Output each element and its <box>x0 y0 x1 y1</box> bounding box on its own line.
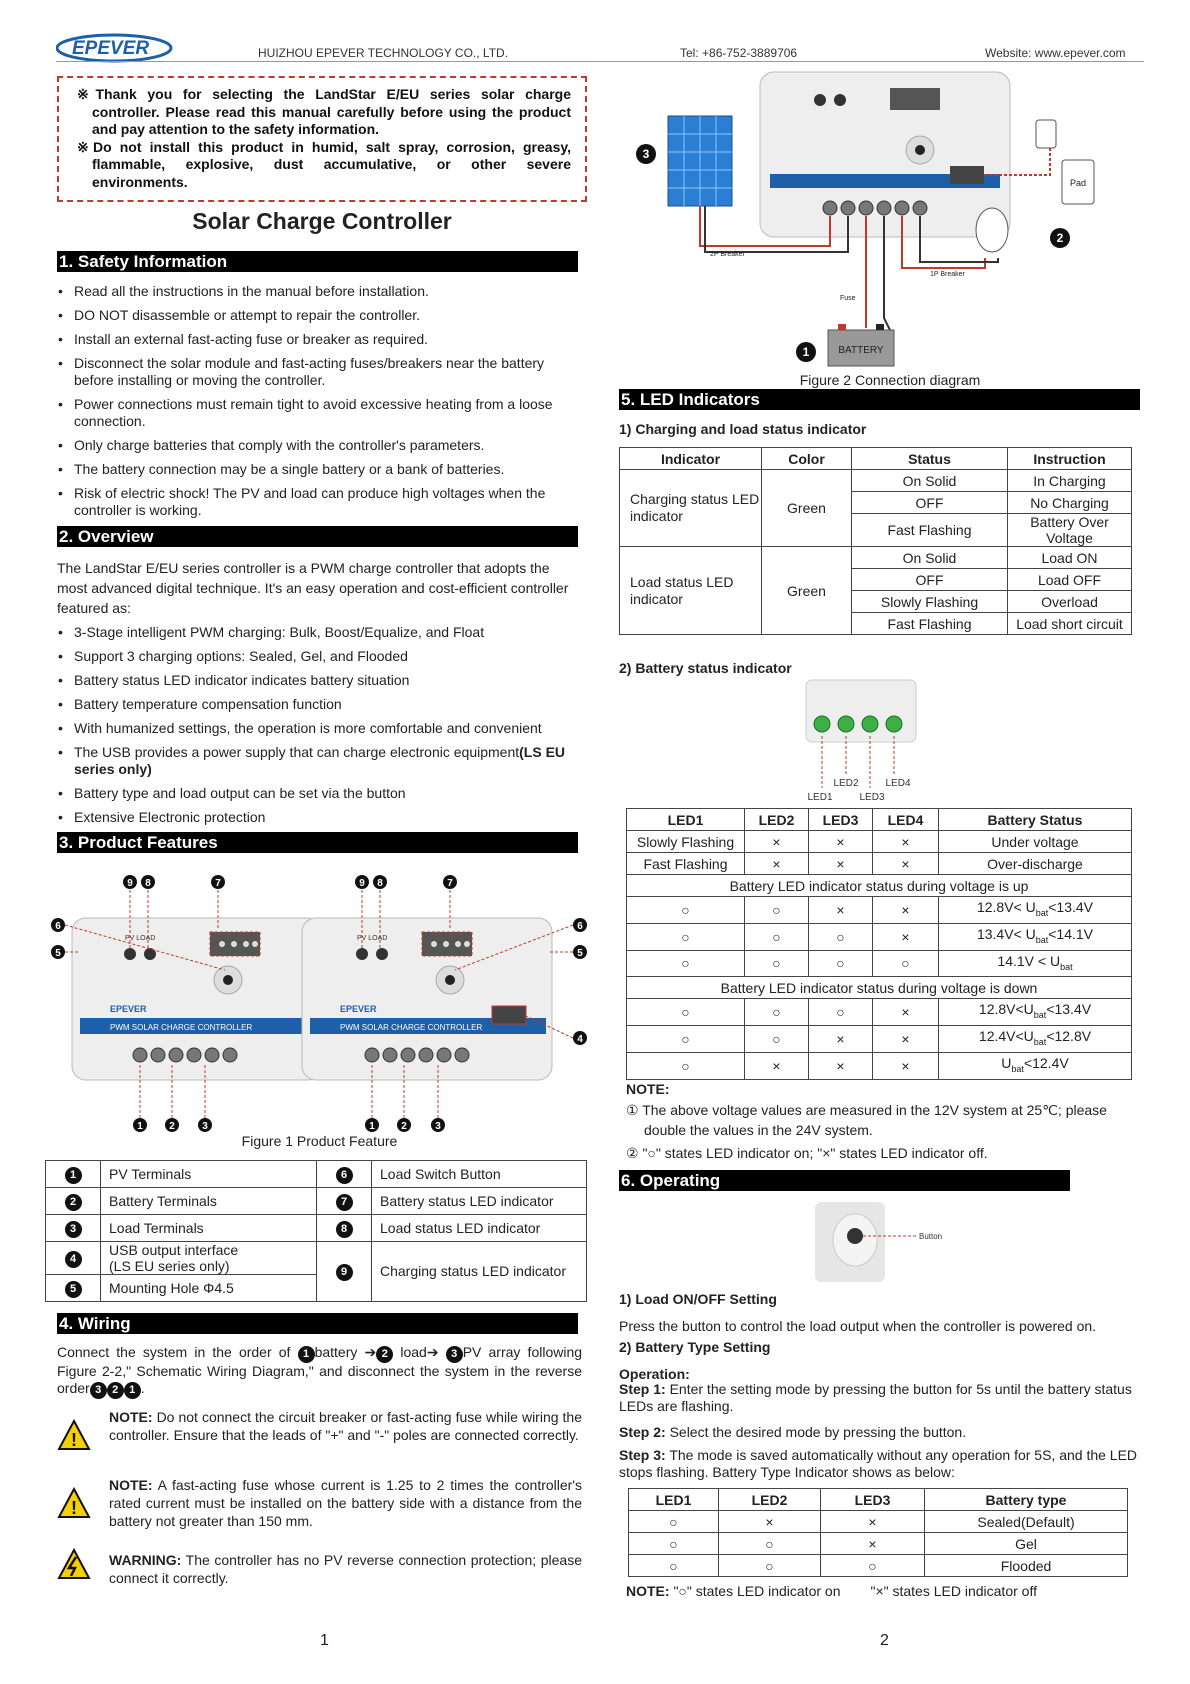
document-title: Solar Charge Controller <box>192 208 452 234</box>
led-subheading-1: 1) Charging and load status indicator <box>619 421 867 437</box>
overview-list <box>57 624 582 833</box>
table-row: Charging status LED indicator Green On Solid In Charging <box>620 470 1132 492</box>
table-row: ○ ○ ○ ○ $14.1V < U_{bat}$ <box>627 950 1132 977</box>
controller-right <box>302 918 552 1080</box>
overview-item: • Battery status LED indicator indicates battery situation <box>57 672 582 689</box>
page-number-2: 2 <box>880 1632 889 1649</box>
svg-text:EPEVER: EPEVER <box>110 1004 147 1014</box>
battery-status-table <box>626 808 1132 1080</box>
overview-item: • Extensive Electronic protection <box>57 809 582 826</box>
table-row: OFF No Charging <box>620 492 1132 514</box>
svg-text:2P Breaker: 2P Breaker <box>710 251 745 258</box>
svg-text:Pad: Pad <box>1069 178 1087 188</box>
battery-type-note: NOTE: "○" states LED indicator on "×" states LED indicator off <box>626 1583 1037 1599</box>
svg-text:1: 1 <box>802 345 810 359</box>
svg-text:LED3: LED3 <box>859 792 885 803</box>
product-feature-figure <box>50 870 590 1140</box>
svg-text:3: 3 <box>642 147 650 161</box>
safety-item: • Read all the instructions in the manual before installation. <box>57 283 582 300</box>
warning-icon <box>57 1419 91 1451</box>
svg-text:2: 2 <box>169 1121 175 1132</box>
table-row: Indicator Color Status Instruction <box>620 448 1132 470</box>
table-row: ○ ○ × Gel <box>629 1533 1128 1555</box>
operation-label: Operation: <box>619 1366 690 1382</box>
step-3: Step 3: The mode is saved automatically without any operation for 5S, and the LED stops flashing. Battery Type Indicator shows as below: <box>619 1447 1138 1480</box>
section-operating-heading: 6. Operating <box>619 1170 1070 1191</box>
overview-item: • 3-Stage intelligent PWM charging: Bulk, Boost/Equalize, and Float <box>57 624 582 641</box>
safety-item: • Only charge batteries that comply with the controller's parameters. <box>57 437 582 454</box>
table-row: OFF Load OFF <box>620 569 1132 591</box>
safety-list <box>57 283 582 526</box>
overview-intro: The LandStar E/EU series controller is a PWM charge controller that adopts the most advanced digital technique. It's an easy operation and cost-efficient controller featured as: <box>57 560 569 616</box>
section-wiring-heading: 4. Wiring <box>57 1313 578 1334</box>
battery-type-table <box>628 1488 1128 1577</box>
svg-text:8: 8 <box>145 878 151 889</box>
figure-2-caption: Figure 2 Connection diagram <box>799 372 981 388</box>
table-row: ○ × × × $U_{bat}<12.4V$ <box>627 1052 1132 1079</box>
overview-item: • Battery type and load output can be set via the button <box>57 785 582 802</box>
safety-item: • Disconnect the solar module and fast-acting fuses/breakers near the battery before installing or moving the controller. <box>57 355 582 389</box>
electric-shock-icon <box>57 1548 91 1580</box>
overview-item: • With humanized settings, the operation is more comfortable and convenient <box>57 720 582 737</box>
table-row: 2 Battery Terminals 7 Battery status LED indicator <box>46 1188 587 1215</box>
section-led-heading: 5. LED Indicators <box>619 389 1140 410</box>
led-note-1: ① The above voltage values are measured in the 12V system at 25℃; please double the values in the 24V system. <box>626 1102 1107 1138</box>
notice-line-1: ※Thank you for selecting the LandStar E/EU series solar charge controller. Please read this manual carefully before using the product and pay attention to the safety information. <box>77 86 572 137</box>
table-row: ○ × × Sealed(Default) <box>629 1511 1128 1533</box>
led-note-title: NOTE: <box>626 1081 670 1097</box>
svg-text:PWM SOLAR CHARGE CONTROLLER: PWM SOLAR CHARGE CONTROLLER <box>340 1023 483 1032</box>
svg-text:9: 9 <box>127 878 133 889</box>
svg-text:LED2: LED2 <box>833 778 859 789</box>
safety-item: • The battery connection may be a single battery or a bank of batteries. <box>57 461 582 478</box>
svg-text:7: 7 <box>447 878 453 889</box>
wiring-note-1: NOTE: Do not connect the circuit breaker or fast-acting fuse while wiring the controller. Ensure that the leads of "+" and "-" poles are connected correctly. <box>109 1409 582 1443</box>
led-subheading-2: 2) Battery status indicator <box>619 660 792 676</box>
wiring-note-2: NOTE: A fast-acting fuse whose current is 1.25 to 2 times the controller's rated current must be installed on the battery side with a distance from the battery not greater than 150 mm. <box>109 1477 582 1529</box>
svg-text:!: ! <box>71 1498 77 1518</box>
table-row: ○ ○ × × $12.4V<U_{bat}<12.8V$ <box>627 1026 1132 1053</box>
overview-item: • Battery temperature compensation function <box>57 696 582 713</box>
led-note-2: ② "○" states LED indicator on; "×" states LED indicator off. <box>626 1145 988 1161</box>
operating-subheading-1: 1) Load ON/OFF Setting <box>619 1291 777 1307</box>
operating-subheading-2: 2) Battery Type Setting <box>619 1339 771 1355</box>
epever-logo <box>56 30 176 64</box>
header-rule <box>56 61 1144 62</box>
table-row: ○ ○ × × $12.8V< U_{bat}<13.4V$ <box>627 897 1132 924</box>
table-row: Fast Flashing × × × Over-discharge <box>627 853 1132 875</box>
figure-1-caption: Figure 1 Product Feature <box>241 1133 398 1149</box>
button-figure <box>815 1198 965 1288</box>
table-row: 4 USB output interface (LS EU series only) 9 Charging status LED indicator <box>46 1242 587 1275</box>
step-2: Step 2: Select the desired mode by pressing the button. <box>619 1424 967 1440</box>
table-row: Battery LED indicator status during voltage is down <box>627 977 1132 999</box>
safety-item: • Risk of electric shock! The PV and load can produce high voltages when the controller is working. <box>57 485 582 519</box>
svg-text:!: ! <box>71 1430 77 1450</box>
section-features-heading: 3. Product Features <box>57 832 578 853</box>
table-row: Slowly Flashing Overload <box>620 591 1132 613</box>
table-row: 3 Load Terminals 8 Load status LED indicator <box>46 1215 587 1242</box>
table-row: Fast Flashing Load short circuit <box>620 613 1132 635</box>
wiring-warning: WARNING: The controller has no PV reverse connection protection; please connect it correctly. <box>109 1552 582 1586</box>
svg-text:2: 2 <box>401 1121 407 1132</box>
connection-diagram <box>630 68 1130 378</box>
svg-text:4: 4 <box>577 1034 583 1045</box>
table-row: ○ ○ ○ Flooded <box>629 1555 1128 1577</box>
controller-left <box>72 918 322 1080</box>
table-row: Load status LED indicator Green On Solid Load ON <box>620 547 1132 569</box>
svg-text:8: 8 <box>377 878 383 889</box>
battery-led-figure <box>790 676 930 806</box>
table-row: ○ ○ ○ × $13.4V< U_{bat}<14.1V$ <box>627 923 1132 950</box>
table-row: LED1 LED2 LED3 LED4 Battery Status <box>627 809 1132 831</box>
notice-line-2: ※Do not install this product in humid, salt spray, corrosion, greasy, flammable, explosive, dust accumulative, or other severe environments. <box>77 138 571 190</box>
svg-text:1P Breaker: 1P Breaker <box>930 271 965 278</box>
safety-item: • DO NOT disassemble or attempt to repair the controller. <box>57 307 582 324</box>
load-setting-text: Press the button to control the load output when the controller is powered on. <box>619 1318 1097 1334</box>
table-row: 1 PV Terminals 6 Load Switch Button <box>46 1161 587 1188</box>
svg-text:7: 7 <box>215 878 221 889</box>
svg-text:3: 3 <box>435 1121 441 1132</box>
svg-text:EPEVER: EPEVER <box>72 38 150 59</box>
website: Website: www.epever.com <box>985 46 1126 60</box>
table-row: Battery LED indicator status during voltage is up <box>627 875 1132 897</box>
svg-text:Fuse: Fuse <box>840 295 856 302</box>
safety-notice-box <box>57 76 587 202</box>
warning-icon <box>57 1487 91 1519</box>
step-1: Step 1: Enter the setting mode by pressing the button for 5s until the battery status LEDs are flashing. <box>619 1381 1132 1414</box>
table-row: Slowly Flashing × × × Under voltage <box>627 831 1132 853</box>
telephone: Tel: +86-752-3889706 <box>680 46 798 60</box>
svg-text:5: 5 <box>577 948 583 959</box>
svg-text:5: 5 <box>55 948 61 959</box>
svg-text:2: 2 <box>1056 231 1064 245</box>
svg-text:9: 9 <box>359 878 365 889</box>
svg-text:6: 6 <box>55 921 61 932</box>
section-safety-heading: 1. Safety Information <box>57 251 578 272</box>
svg-text:BATTERY: BATTERY <box>838 345 884 356</box>
svg-text:1: 1 <box>137 1121 143 1132</box>
section-overview-heading: 2. Overview <box>57 526 578 547</box>
charging-load-status-table <box>619 447 1132 635</box>
svg-text:PWM SOLAR CHARGE CONTROLLER: PWM SOLAR CHARGE CONTROLLER <box>110 1023 253 1032</box>
svg-text:1: 1 <box>369 1121 375 1132</box>
svg-text:LED1: LED1 <box>807 792 833 803</box>
table-row: Fast Flashing Battery Over Voltage <box>620 514 1132 547</box>
svg-text:Button: Button <box>919 1232 943 1241</box>
wiring-instructions: Connect the system in the order of 1 battery ➔ 2 load➔ 3 PV array following Figure 2-2," Schematic Wiring Diagram," and disconnect the system in the reverse order 3 2 1 . <box>57 1344 582 1399</box>
svg-text:LED4: LED4 <box>885 778 911 789</box>
company-name: HUIZHOU EPEVER TECHNOLOGY CO., LTD. <box>258 46 509 60</box>
safety-item: • Install an external fast-acting fuse or breaker as required. <box>57 331 582 348</box>
safety-item: • Power connections must remain tight to avoid excessive heating from a loose connection. <box>57 396 582 430</box>
features-table <box>45 1160 587 1302</box>
page-number-1: 1 <box>320 1632 329 1649</box>
overview-item: • The USB provides a power supply that can charge electronic equipment(LS EU series only) <box>57 744 582 778</box>
table-row: ○ ○ ○ × $12.8V<U_{bat}<13.4V$ <box>627 999 1132 1026</box>
svg-text:3: 3 <box>202 1121 208 1132</box>
svg-text:PV LOAD: PV LOAD <box>357 935 388 942</box>
svg-text:EPEVER: EPEVER <box>340 1004 377 1014</box>
svg-text:6: 6 <box>577 921 583 932</box>
overview-item: • Support 3 charging options: Sealed, Gel, and Flooded <box>57 648 582 665</box>
table-row: LED1 LED2 LED3 Battery type <box>629 1489 1128 1511</box>
svg-text:PV LOAD: PV LOAD <box>125 935 156 942</box>
table-row: 5 Mounting Hole Φ4.5 <box>46 1275 587 1302</box>
